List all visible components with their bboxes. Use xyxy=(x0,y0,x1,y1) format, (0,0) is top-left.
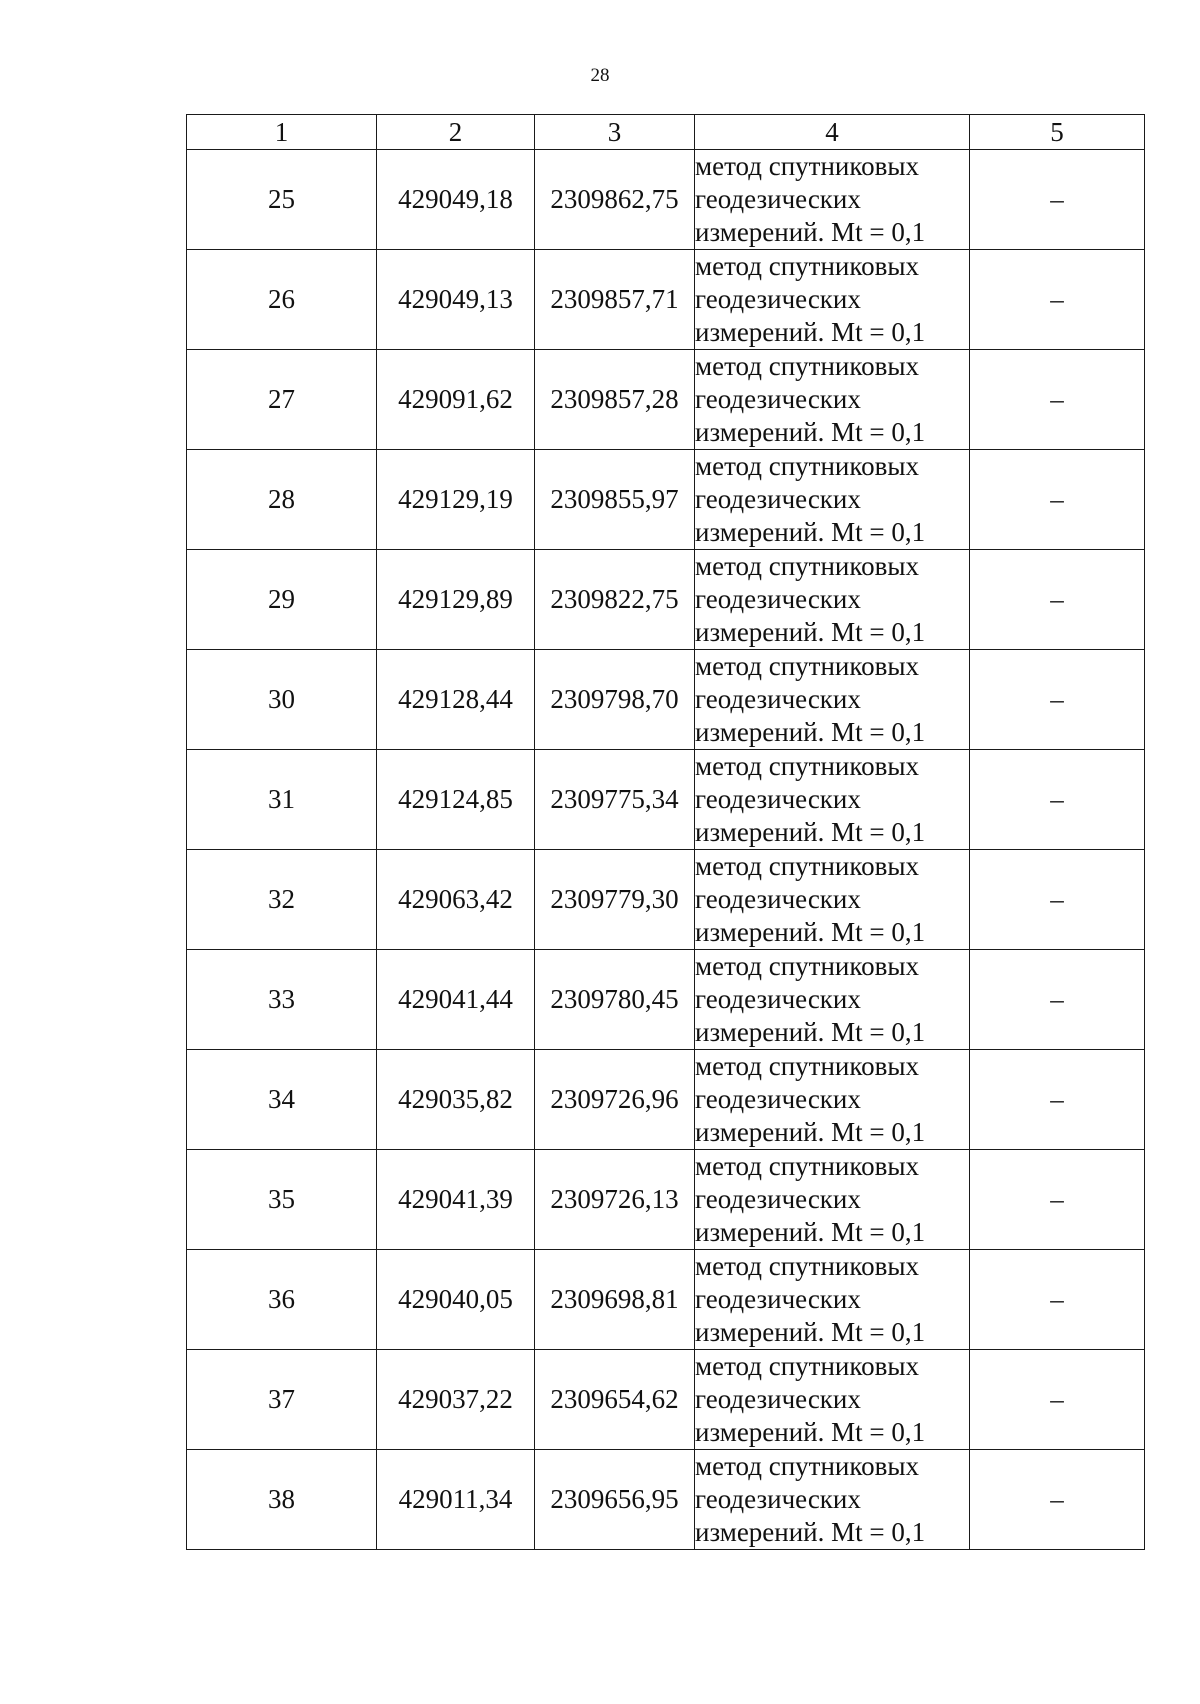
point-number-cell: 25 xyxy=(187,150,377,250)
x-coordinate-cell: 429011,34 xyxy=(377,1450,535,1550)
method-line: измерений. Mt = 0,1 xyxy=(695,1217,926,1247)
header-cell-4: 4 xyxy=(695,115,970,150)
table-row xyxy=(187,1350,1145,1450)
y-coordinate-cell: 2309726,13 xyxy=(535,1150,695,1250)
y-coordinate-cell: 2309779,30 xyxy=(535,850,695,950)
header-cell-1: 1 xyxy=(187,115,377,150)
point-number-cell: 26 xyxy=(187,250,377,350)
note-cell: – xyxy=(970,150,1145,250)
y-coordinate-cell: 2309698,81 xyxy=(535,1250,695,1350)
y-coordinate-cell: 2309780,45 xyxy=(535,950,695,1050)
method-line: измерений. Mt = 0,1 xyxy=(695,217,926,247)
method-line: измерений. Mt = 0,1 xyxy=(695,517,926,547)
point-number-cell: 29 xyxy=(187,550,377,650)
method-cell xyxy=(695,950,970,1050)
method-line: метод спутниковых xyxy=(695,551,919,581)
note-cell: – xyxy=(970,450,1145,550)
method-line: метод спутниковых xyxy=(695,151,919,181)
method-line: метод спутниковых xyxy=(695,651,919,681)
note-cell: – xyxy=(970,950,1145,1050)
method-cell xyxy=(695,1050,970,1150)
method-line: измерений. Mt = 0,1 xyxy=(695,917,926,947)
method-line: метод спутниковых xyxy=(695,251,919,281)
method-cell xyxy=(695,550,970,650)
header-cell-5: 5 xyxy=(970,115,1145,150)
page-number: 28 xyxy=(590,65,610,86)
x-coordinate-cell: 429049,18 xyxy=(377,150,535,250)
method-line: метод спутниковых xyxy=(695,1351,919,1381)
point-number-cell: 35 xyxy=(187,1150,377,1250)
table-body xyxy=(187,115,1145,1550)
x-coordinate-cell: 429124,85 xyxy=(377,750,535,850)
table-row xyxy=(187,450,1145,550)
note-cell: – xyxy=(970,850,1145,950)
method-line: измерений. Mt = 0,1 xyxy=(695,1117,926,1147)
table-row xyxy=(187,1250,1145,1350)
method-line: метод спутниковых xyxy=(695,351,919,381)
method-line: геодезических xyxy=(695,1484,861,1514)
x-coordinate-cell: 429041,44 xyxy=(377,950,535,1050)
y-coordinate-cell: 2309775,34 xyxy=(535,750,695,850)
method-line: метод спутниковых xyxy=(695,1451,919,1481)
method-cell xyxy=(695,150,970,250)
method-line: метод спутниковых xyxy=(695,1051,919,1081)
method-cell xyxy=(695,650,970,750)
note-cell: – xyxy=(970,250,1145,350)
x-coordinate-cell: 429049,13 xyxy=(377,250,535,350)
method-line: измерений. Mt = 0,1 xyxy=(695,417,926,447)
point-number-cell: 27 xyxy=(187,350,377,450)
method-line: геодезических xyxy=(695,984,861,1014)
method-line: измерений. Mt = 0,1 xyxy=(695,717,926,747)
note-cell: – xyxy=(970,1350,1145,1450)
header-cell-2: 2 xyxy=(377,115,535,150)
method-line: геодезических xyxy=(695,584,861,614)
method-cell xyxy=(695,1250,970,1350)
method-line: метод спутниковых xyxy=(695,751,919,781)
method-line: метод спутниковых xyxy=(695,1151,919,1181)
y-coordinate-cell: 2309857,71 xyxy=(535,250,695,350)
method-line: геодезических xyxy=(695,784,861,814)
header-cell-3: 3 xyxy=(535,115,695,150)
method-line: метод спутниковых xyxy=(695,1251,919,1281)
method-line: геодезических xyxy=(695,884,861,914)
method-line: геодезических xyxy=(695,684,861,714)
method-cell xyxy=(695,1150,970,1250)
method-line: геодезических xyxy=(695,1284,861,1314)
point-number-cell: 30 xyxy=(187,650,377,750)
method-cell xyxy=(695,350,970,450)
point-number-cell: 32 xyxy=(187,850,377,950)
method-line: метод спутниковых xyxy=(695,451,919,481)
coordinates-table xyxy=(186,114,1145,1550)
x-coordinate-cell: 429040,05 xyxy=(377,1250,535,1350)
point-number-cell: 37 xyxy=(187,1350,377,1450)
point-number-cell: 28 xyxy=(187,450,377,550)
method-cell xyxy=(695,450,970,550)
x-coordinate-cell: 429091,62 xyxy=(377,350,535,450)
note-cell: – xyxy=(970,750,1145,850)
table-row xyxy=(187,950,1145,1050)
note-cell: – xyxy=(970,1150,1145,1250)
method-line: геодезических xyxy=(695,1384,861,1414)
table-row xyxy=(187,1150,1145,1250)
note-cell: – xyxy=(970,550,1145,650)
method-line: измерений. Mt = 0,1 xyxy=(695,1017,926,1047)
method-line: геодезических xyxy=(695,1084,861,1114)
table-row xyxy=(187,550,1145,650)
table-row xyxy=(187,150,1145,250)
method-line: геодезических xyxy=(695,184,861,214)
y-coordinate-cell: 2309726,96 xyxy=(535,1050,695,1150)
method-cell xyxy=(695,1350,970,1450)
method-line: метод спутниковых xyxy=(695,951,919,981)
method-cell xyxy=(695,250,970,350)
method-cell xyxy=(695,750,970,850)
y-coordinate-cell: 2309862,75 xyxy=(535,150,695,250)
point-number-cell: 36 xyxy=(187,1250,377,1350)
point-number-cell: 34 xyxy=(187,1050,377,1150)
header-row xyxy=(187,115,1145,150)
x-coordinate-cell: 429037,22 xyxy=(377,1350,535,1450)
y-coordinate-cell: 2309857,28 xyxy=(535,350,695,450)
x-coordinate-cell: 429129,89 xyxy=(377,550,535,650)
note-cell: – xyxy=(970,350,1145,450)
table-row xyxy=(187,750,1145,850)
table-row xyxy=(187,1050,1145,1150)
y-coordinate-cell: 2309654,62 xyxy=(535,1350,695,1450)
x-coordinate-cell: 429041,39 xyxy=(377,1150,535,1250)
y-coordinate-cell: 2309798,70 xyxy=(535,650,695,750)
table-row xyxy=(187,850,1145,950)
method-line: геодезических xyxy=(695,284,861,314)
point-number-cell: 33 xyxy=(187,950,377,1050)
method-line: измерений. Mt = 0,1 xyxy=(695,617,926,647)
y-coordinate-cell: 2309855,97 xyxy=(535,450,695,550)
method-line: геодезических xyxy=(695,1184,861,1214)
method-line: измерений. Mt = 0,1 xyxy=(695,1317,926,1347)
note-cell: – xyxy=(970,1250,1145,1350)
table-row xyxy=(187,350,1145,450)
note-cell: – xyxy=(970,650,1145,750)
table-row xyxy=(187,250,1145,350)
point-number-cell: 38 xyxy=(187,1450,377,1550)
x-coordinate-cell: 429129,19 xyxy=(377,450,535,550)
table-row xyxy=(187,1450,1145,1550)
method-cell xyxy=(695,850,970,950)
method-line: измерений. Mt = 0,1 xyxy=(695,317,926,347)
x-coordinate-cell: 429035,82 xyxy=(377,1050,535,1150)
y-coordinate-cell: 2309656,95 xyxy=(535,1450,695,1550)
note-cell: – xyxy=(970,1050,1145,1150)
x-coordinate-cell: 429128,44 xyxy=(377,650,535,750)
method-line: геодезических xyxy=(695,484,861,514)
point-number-cell: 31 xyxy=(187,750,377,850)
method-line: измерений. Mt = 0,1 xyxy=(695,1417,926,1447)
x-coordinate-cell: 429063,42 xyxy=(377,850,535,950)
y-coordinate-cell: 2309822,75 xyxy=(535,550,695,650)
method-cell xyxy=(695,1450,970,1550)
method-line: измерений. Mt = 0,1 xyxy=(695,817,926,847)
method-line: метод спутниковых xyxy=(695,851,919,881)
note-cell: – xyxy=(970,1450,1145,1550)
method-line: геодезических xyxy=(695,384,861,414)
table-row xyxy=(187,650,1145,750)
method-line: измерений. Mt = 0,1 xyxy=(695,1517,926,1547)
